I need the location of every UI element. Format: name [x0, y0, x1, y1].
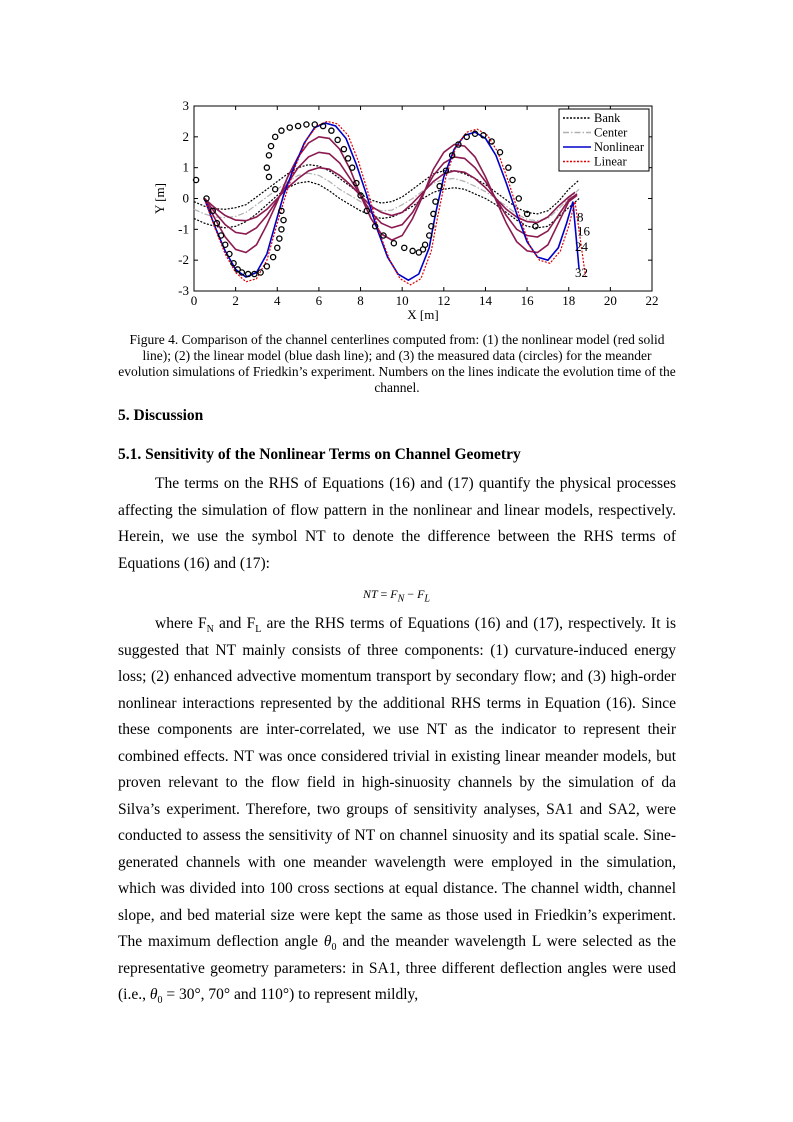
measured-point: [264, 165, 269, 170]
series-bank: [194, 165, 579, 214]
measured-point: [510, 177, 515, 182]
series-linear-32: [204, 121, 585, 284]
p2-d: and the meander wavelength L were selected as the representative geometry parameters: in SA1, three different deflection angles were used (i.e.,: [118, 933, 676, 1003]
x-tick-label: 8: [357, 293, 364, 308]
measured-point: [275, 245, 280, 250]
x-axis-label: X [m]: [407, 307, 439, 322]
paragraph-2: [118, 611, 676, 1009]
x-tick-label: 2: [232, 293, 239, 308]
y-tick-label: 2: [182, 128, 189, 144]
evolution-time-label: 32: [574, 265, 588, 281]
x-tick-label: 18: [562, 293, 576, 308]
measured-point: [295, 123, 300, 128]
measured-point: [312, 122, 317, 127]
x-tick-label: 0: [190, 293, 198, 308]
p2-b: and F: [213, 615, 256, 632]
measured-point: [335, 137, 340, 142]
x-tick-label: 14: [478, 293, 492, 308]
channel-centerline-chart: [150, 96, 670, 328]
measured-point: [410, 248, 415, 253]
measured-point: [341, 147, 346, 152]
eq-minus: −: [407, 587, 415, 601]
eq-equals: =: [380, 587, 388, 601]
y-tick-label: 0: [182, 190, 189, 206]
eq-f-n: F: [390, 587, 398, 601]
measured-point: [268, 143, 273, 148]
y-tick-label: -3: [178, 283, 189, 298]
eq-f-l: F: [417, 587, 425, 601]
x-tick-label: 4: [274, 293, 281, 308]
x-tick-label: 16: [520, 293, 534, 308]
measured-point: [281, 217, 286, 222]
equation-nt: [0, 587, 793, 605]
measured-point: [287, 125, 292, 130]
figure-caption: Figure 4. Comparison of the channel centerlines computed from: (1) the nonlinear model (red solid line); (2) the linear model (blue dash line); and (3) the measured data (circles) for the meander evolution simulations of Friedkin’s experiment. Numbers on the lines indicate the evolution time of the channel.: [118, 332, 676, 395]
figure-4: [150, 96, 670, 328]
measured-point: [279, 227, 284, 232]
measured-point: [350, 165, 355, 170]
measured-point: [329, 128, 334, 133]
p2-theta-2: θ: [149, 986, 158, 1003]
legend-label-nonlinear: Nonlinear: [594, 140, 644, 154]
x-tick-label: 6: [315, 293, 323, 308]
y-tick-label: -2: [178, 252, 189, 268]
eq-lhs: NT: [363, 587, 378, 601]
p2-a: where F: [155, 615, 207, 632]
y-tick-label: -1: [178, 221, 189, 237]
y-tick-label: 1: [182, 159, 189, 175]
legend-label-bank: Bank: [594, 111, 621, 125]
p2-sub-n: N: [206, 624, 214, 636]
p2-c: are the RHS terms of Equations (16) and (17), respectively. It is suggested that NT mainly consists of three components: (1) curvature-induced energy loss; (2) enhanced advective momentum transport by secondary flow; and (3) high-order nonlinear interactions represented by the additional RHS terms in Equation (16). Since these components are inter-correlated, we use NT as the indicator to represent their combined effects. NT was once considered trivial in existing linear meander models, but proven relevant to the flow field in high-sinuosity channels by the simulation of da Silva’s experiment. Therefore, two groups of sensitivity analyses, SA1 and SA2, were conducted to assess the sensitivity of NT on channel sinuosity and its spatial scale. Sine-generated channels with one meander wavelength were employed in the simulation, which was divided into 100 cross sections at equal distance. The channel width, channel slope, and bed material size were kept the same as those used in Friedkin’s experiment. The maximum deflection angle: [118, 615, 676, 950]
measured-point: [516, 196, 521, 201]
legend-label-center: Center: [594, 125, 628, 140]
y-axis-label: Y [m]: [152, 183, 167, 214]
evolution-time-label: 16: [577, 223, 591, 239]
p2-theta-sub: 0: [331, 942, 337, 954]
legend-label-linear: Linear: [594, 154, 627, 169]
evolution-time-label: 8: [577, 209, 584, 225]
measured-point: [279, 128, 284, 133]
p2-theta-sub-2: 0: [157, 995, 163, 1007]
subsection-heading: 5.1. Sensitivity of the Nonlinear Terms on Channel Geometry: [118, 446, 521, 463]
p2-e: = 30°, 70° and 110°) to represent mildly,: [162, 986, 419, 1003]
x-tick-label: 12: [437, 293, 451, 308]
measured-point: [264, 264, 269, 269]
measured-point: [277, 236, 282, 241]
x-tick-label: 20: [603, 293, 617, 308]
section-heading: 5. Discussion: [118, 407, 204, 424]
paragraph-1: The terms on the RHS of Equations (16) and (17) quantify the physical processes affecting the simulation of flow pattern in the nonlinear and linear models, respectively. Herein, we use the symbol NT to denote the difference between the RHS terms of Equations (16) and (17):: [118, 475, 676, 572]
series-bank: [194, 182, 579, 228]
x-tick-label: 22: [645, 293, 659, 308]
measured-point: [304, 122, 309, 127]
measured-point: [271, 254, 276, 259]
eq-sub-n: N: [397, 593, 405, 605]
measured-point: [422, 242, 427, 247]
measured-point: [273, 134, 278, 139]
x-tick-label: 10: [395, 293, 409, 308]
p2-sub-l: L: [255, 624, 262, 636]
measured-point: [506, 165, 511, 170]
p2-theta: θ: [323, 933, 332, 950]
evolution-time-label: 24: [574, 238, 588, 254]
measured-point: [402, 245, 407, 250]
measured-point: [433, 199, 438, 204]
y-tick-label: 3: [182, 98, 189, 113]
measured-point: [266, 153, 271, 158]
measured-point: [345, 156, 350, 161]
measured-point: [391, 241, 396, 246]
measured-point: [266, 174, 271, 179]
eq-sub-l: L: [424, 593, 430, 605]
